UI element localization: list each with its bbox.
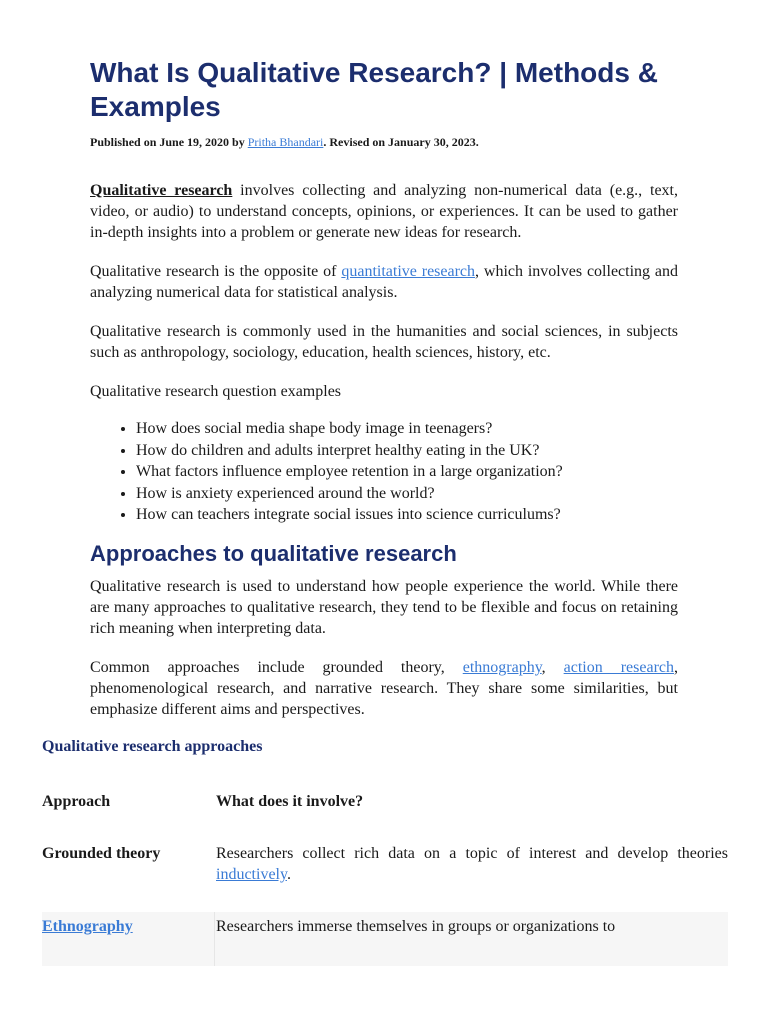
article-title: What Is Qualitative Research? | Methods & Examples: [90, 57, 658, 122]
published-date: Published on June 19, 2020 by: [90, 135, 248, 149]
list-item: • How can teachers integrate social issues into science curriculums?: [136, 504, 678, 526]
approach-description: [216, 843, 728, 885]
table-header-involve: What does it involve?: [216, 793, 364, 810]
intro-paragraph-3: Qualitative research is commonly used in the humanities and social sciences, in subjects such as anthropology, sociology, education, health sciences, history, etc.: [90, 323, 678, 361]
table-cell-divider: [214, 912, 215, 966]
description-text: Researchers collect rich data on a topic of interest and develop theories: [216, 845, 728, 862]
approaches-paragraph-1: Qualitative research is used to understand how people experience the world. While there are many approaches to qualitative research, they tend to be flexible and focus on retaining rich meaning when interpreting data.: [90, 578, 678, 637]
keyword-qualitative-research: Qualitative research: [90, 182, 233, 199]
table-caption: Qualitative research approaches: [42, 738, 263, 755]
approach-name: [42, 916, 212, 937]
intro-paragraph-1: [90, 180, 678, 243]
approach-name: Grounded theory: [42, 845, 161, 862]
approaches-paragraph-2: [90, 657, 678, 720]
list-item: • How do children and adults interpret healthy eating in the UK?: [136, 440, 678, 462]
approaches-text: ,: [541, 659, 564, 676]
table-header-approach: Approach: [42, 793, 111, 810]
approach-description: Researchers immerse themselves in groups or organizations to: [216, 918, 616, 935]
examples-list: [90, 418, 678, 526]
intro-text: involves collecting and analyzing non-numerical data (e.g., text, video, or audio) to understand concepts, opinions, or experiences. It can be used to gather in-depth insights into a problem or generate new ideas for research.: [90, 182, 679, 241]
examples-heading: Qualitative research question examples: [90, 383, 342, 400]
section-heading-approaches: Approaches to qualitative research: [90, 541, 457, 566]
quantitative-research-link[interactable]: quantitative research: [341, 263, 476, 280]
intro-text: , which involves collecting and analyzing numerical data for statistical analysis.: [90, 263, 678, 301]
approaches-text: , phenomenological research, and narrative research. They share some similarities, but emphasize different aims and perspectives.: [90, 659, 678, 718]
publication-info: [90, 134, 690, 150]
list-item: • How does social media shape body image in teenagers?: [136, 418, 678, 440]
action-research-link[interactable]: action research: [563, 659, 674, 676]
revised-date: . Revised on January 30, 2023.: [323, 135, 479, 149]
list-item: • What factors influence employee retention in a large organization?: [136, 461, 678, 483]
list-item: • How is anxiety experienced around the world?: [136, 483, 678, 505]
intro-paragraph-2: [90, 261, 678, 303]
ethnography-link[interactable]: ethnography: [462, 659, 542, 676]
ethnography-table-link[interactable]: Ethnography: [42, 918, 133, 935]
description-text: .: [286, 866, 291, 883]
inductively-link[interactable]: inductively: [216, 866, 287, 883]
approaches-text: Common approaches include grounded theory,: [90, 659, 463, 676]
author-link[interactable]: Pritha Bhandari: [247, 135, 324, 149]
table-row: [42, 912, 728, 966]
intro-text: Qualitative research is the opposite of: [90, 263, 342, 280]
